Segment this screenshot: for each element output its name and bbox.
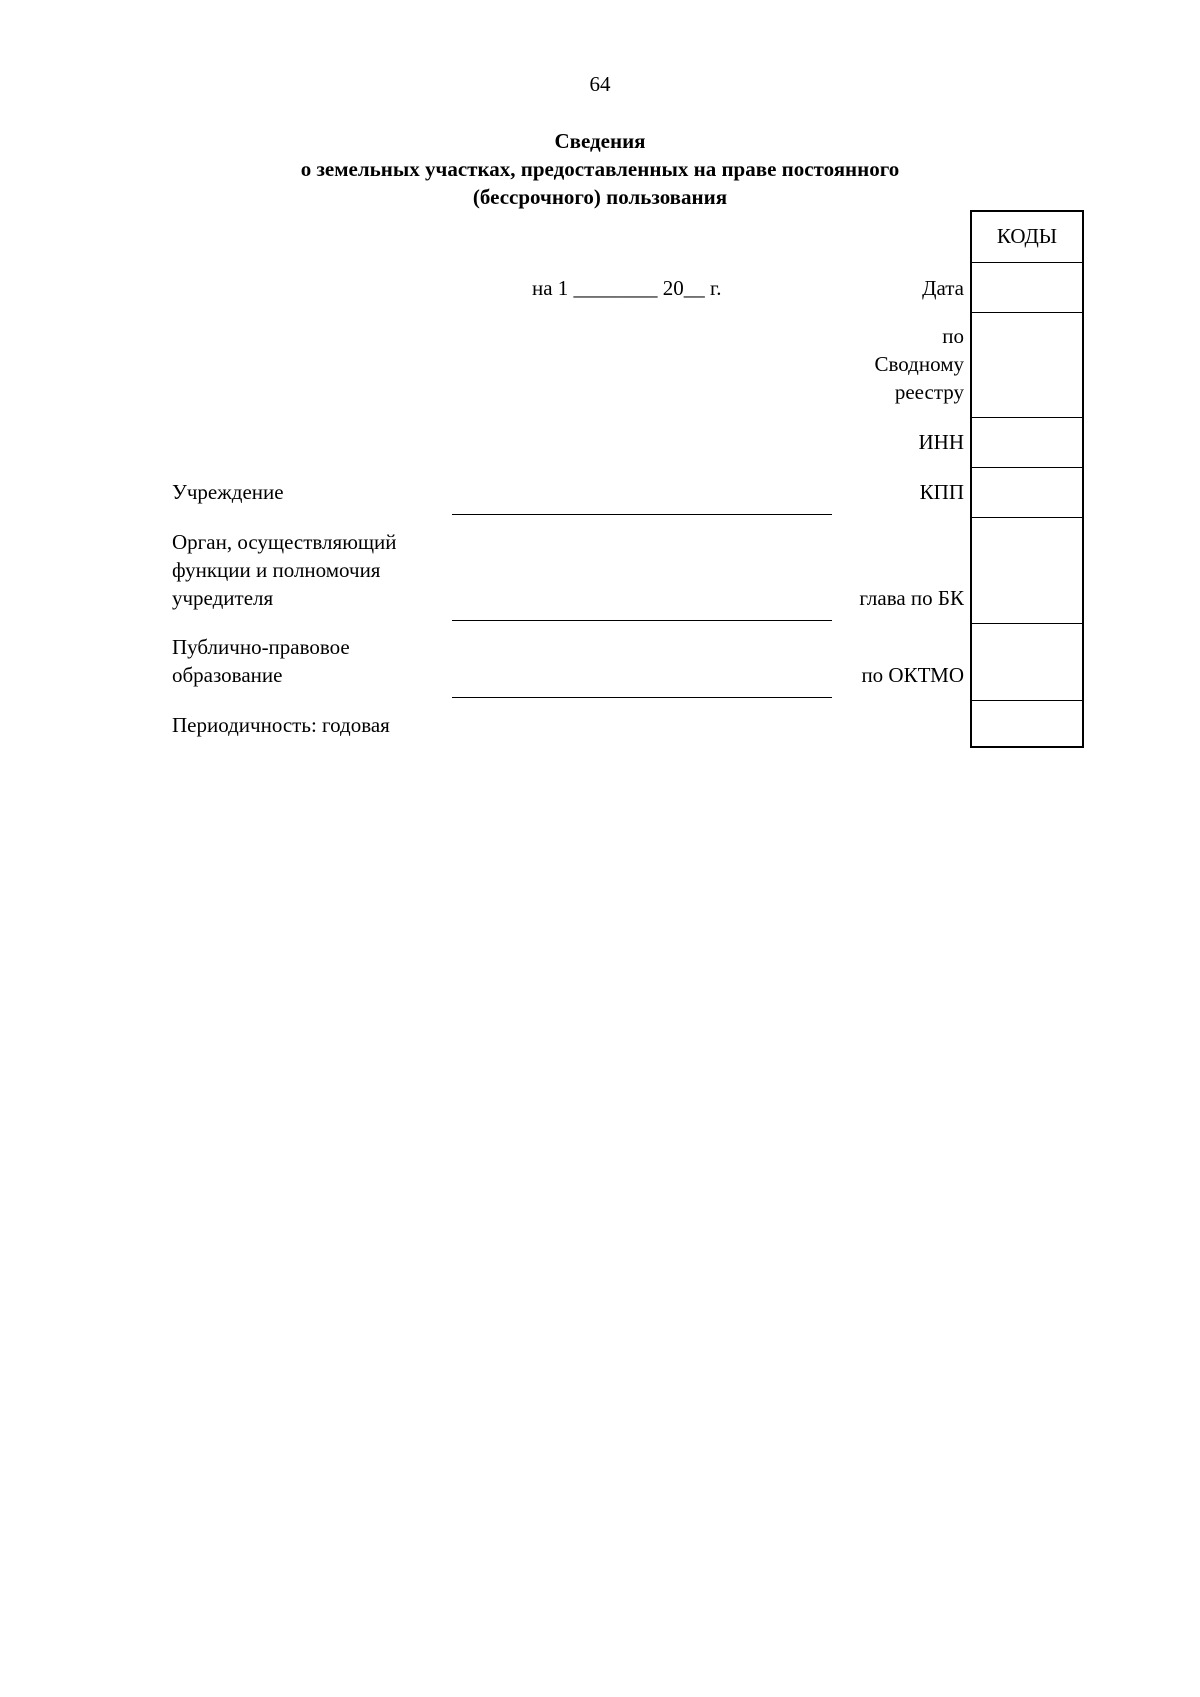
registry-code-cell[interactable] bbox=[972, 313, 1082, 418]
founder-organ-fill-line[interactable] bbox=[452, 620, 832, 621]
periodicity-code-cell[interactable] bbox=[972, 701, 1082, 746]
institution-label: Учреждение bbox=[172, 480, 284, 504]
kpp-label: КПП bbox=[919, 480, 964, 504]
bk-code-cell[interactable] bbox=[972, 518, 1082, 624]
registry-label-1: по bbox=[942, 324, 964, 348]
public-entity-label-2: образование bbox=[172, 663, 283, 687]
kpp-code-cell[interactable] bbox=[972, 468, 1082, 518]
bk-chapter-label: глава по БК bbox=[859, 586, 964, 610]
public-entity-label-1: Публично-правовое bbox=[172, 635, 350, 659]
registry-label-3: реестру bbox=[894, 380, 964, 404]
form-subtitle-line2: (бессрочного) пользования bbox=[472, 185, 728, 209]
inn-label: ИНН bbox=[918, 430, 964, 454]
founder-organ-label-3: учредителя bbox=[172, 586, 274, 610]
page-number: 64 bbox=[589, 72, 611, 96]
date-code-cell[interactable] bbox=[972, 263, 1082, 313]
codes-table bbox=[970, 210, 1084, 748]
founder-organ-label-2: функции и полномочия bbox=[172, 558, 381, 582]
oktmo-code-cell[interactable] bbox=[972, 624, 1082, 701]
codes-header: КОДЫ bbox=[972, 212, 1082, 263]
periodicity-label: Периодичность: годовая bbox=[172, 713, 390, 737]
report-date-line: на 1 ________ 20__ г. bbox=[532, 276, 722, 300]
institution-fill-line[interactable] bbox=[452, 514, 832, 515]
registry-label-2: Сводному bbox=[874, 352, 964, 376]
date-label: Дата bbox=[922, 276, 964, 300]
founder-organ-label-1: Орган, осуществляющий bbox=[172, 530, 397, 554]
form-subtitle-line1: о земельных участках, предоставленных на праве постоянного bbox=[300, 157, 900, 181]
form-title: Сведения bbox=[554, 129, 646, 153]
inn-code-cell[interactable] bbox=[972, 418, 1082, 468]
oktmo-label: по ОКТМО bbox=[861, 663, 964, 687]
public-entity-fill-line[interactable] bbox=[452, 697, 832, 698]
